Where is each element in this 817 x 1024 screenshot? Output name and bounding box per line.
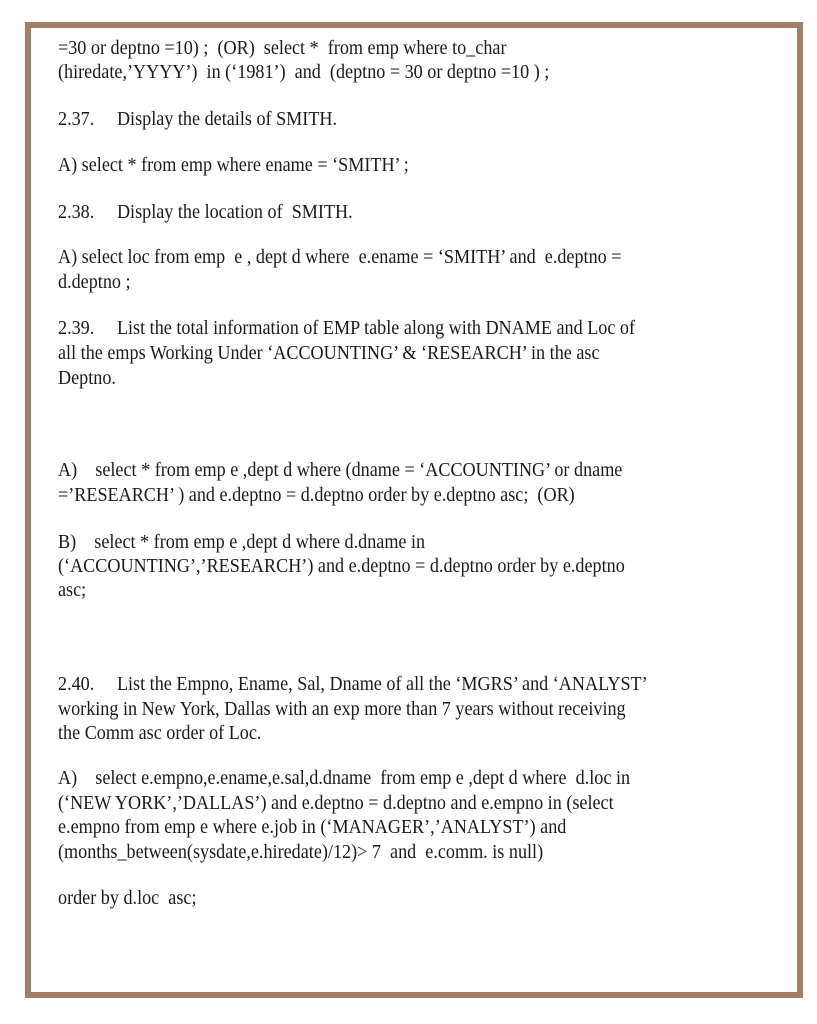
question-2-40: working in New York, Dallas with an exp more than 7 years without receiving [58,699,626,720]
answer-2-40-a: e.empno from emp e where e.job in (‘MANAGER’,’ANALYST’) and [58,817,567,838]
question-2-39: Deptno. [58,368,116,389]
answer-2-40-a: (‘NEW YORK’,’DALLAS’) and e.deptno = d.deptno and e.empno in (select [58,793,614,814]
answer-2-39-a: =’RESEARCH’ ) and e.deptno = d.deptno order by e.deptno asc; (OR) [58,485,575,506]
question-2-40: the Comm asc order of Loc. [58,723,262,744]
answer-2-39-b: B) select * from emp e ,dept d where d.dname in [58,532,426,553]
question-2-39: 2.39. List the total information of EMP table along with DNAME and Loc of [58,318,636,339]
question-2-40: 2.40. List the Empno, Ename, Sal, Dname of all the ‘MGRS’ and ‘ANALYST’ [58,674,648,695]
answer-2-39-b: asc; [58,580,87,601]
answer-2-38-a: A) select loc from emp e , dept d where e.ename = ‘SMITH’ and e.deptno = [58,247,622,268]
question-2-37: 2.37. Display the details of SMITH. [58,109,338,130]
answer-2-40-order-by: order by d.loc asc; [58,888,197,909]
answer-2-39-a: A) select * from emp e ,dept d where (dname = ‘ACCOUNTING’ or dname [58,460,623,481]
question-2-39: all the emps Working Under ‘ACCOUNTING’ & ‘RESEARCH’ in the asc [58,343,600,364]
continuation-line: (hiredate,’YYYY’) in (‘1981’) and (deptno = 30 or deptno =10 ) ; [58,62,550,83]
question-2-38: 2.38. Display the location of SMITH. [58,202,353,223]
continuation-line: =30 or deptno =10) ; (OR) select * from emp where to_char [58,38,507,59]
answer-2-39-b: (‘ACCOUNTING’,’RESEARCH’) and e.deptno = d.deptno order by e.deptno [58,556,625,577]
answer-2-37-a: A) select * from emp where ename = ‘SMITH’ ; [58,155,409,176]
answer-2-38-a: d.deptno ; [58,272,131,293]
answer-2-40-a: A) select e.empno,e.ename,e.sal,d.dname from emp e ,dept d where d.loc in [58,768,631,789]
answer-2-40-a: (months_between(sysdate,e.hiredate)/12)> 7 and e.comm. is null) [58,842,544,863]
